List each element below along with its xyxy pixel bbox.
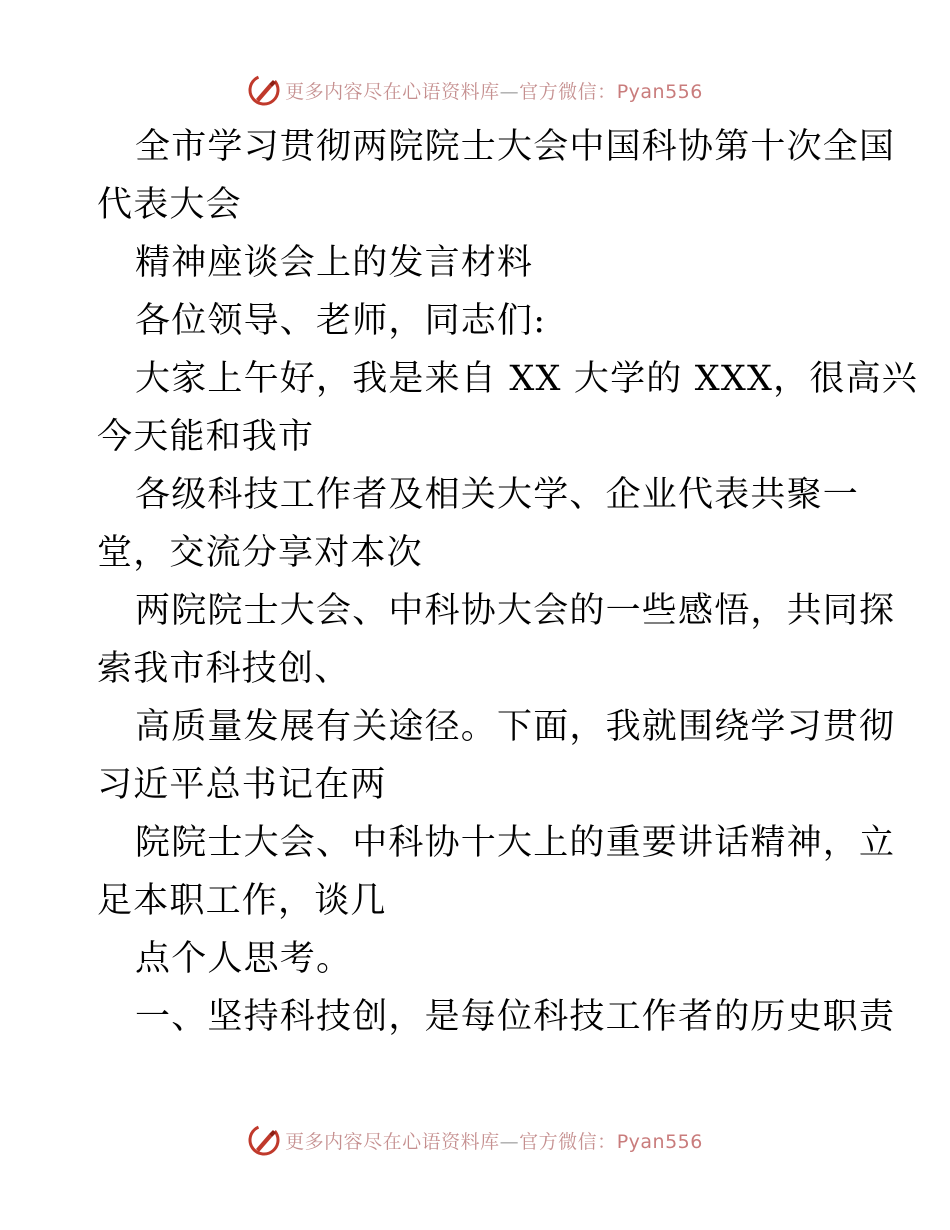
watermark-separator: — [499,80,520,103]
text-line: 院院士大会、中科协十大上的重要讲话精神，立 [135,823,896,863]
text-line: 代表大会 [97,185,242,225]
watermark-separator: — [499,1130,520,1153]
pen-logo-icon [247,73,281,107]
text-line: 两院院士大会、中科协大会的一些感悟，共同探 [135,591,896,631]
text-line: 足本职工作，谈几 [97,881,387,921]
footer-watermark [0,1120,950,1160]
text-line: 精神座谈会上的发言材料 [135,243,534,283]
watermark-main-text: 更多内容尽在心语资料库 [285,80,500,103]
text-line: 点个人思考。 [135,939,353,979]
watermark-contact-id: Pyan556 [616,80,703,103]
header-watermark [0,70,950,110]
watermark-contact-label: 官方微信： [519,1130,617,1153]
text-line: 堂，交流分享对本次 [97,533,423,573]
watermark-main-text: 更多内容尽在心语资料库 [285,1130,500,1153]
text-line: 各级科技工作者及相关大学、企业代表共聚一 [135,475,860,515]
pen-logo-icon [247,1123,281,1157]
text-line: 大家上午好，我是来自 XX 大学的 XXX，很高兴 [135,359,918,399]
watermark-text [285,77,703,104]
watermark-contact-label: 官方微信： [519,80,617,103]
watermark-contact-id: Pyan556 [616,1130,703,1153]
text-line: 今天能和我市 [97,417,315,457]
text-line: 索我市科技创、 [97,649,351,689]
text-line: 各位领导、老师，同志们: [135,301,547,341]
document-body [97,118,918,1046]
text-line: 高质量发展有关途径。下面，我就围绕学习贯彻 [135,707,896,747]
watermark-text [285,1127,703,1154]
text-line: 全市学习贯彻两院院士大会中国科协第十次全国 [135,127,896,167]
text-line: 习近平总书记在两 [97,765,387,805]
text-line: 一、坚持科技创，是每位科技工作者的历史职责 [135,997,896,1037]
